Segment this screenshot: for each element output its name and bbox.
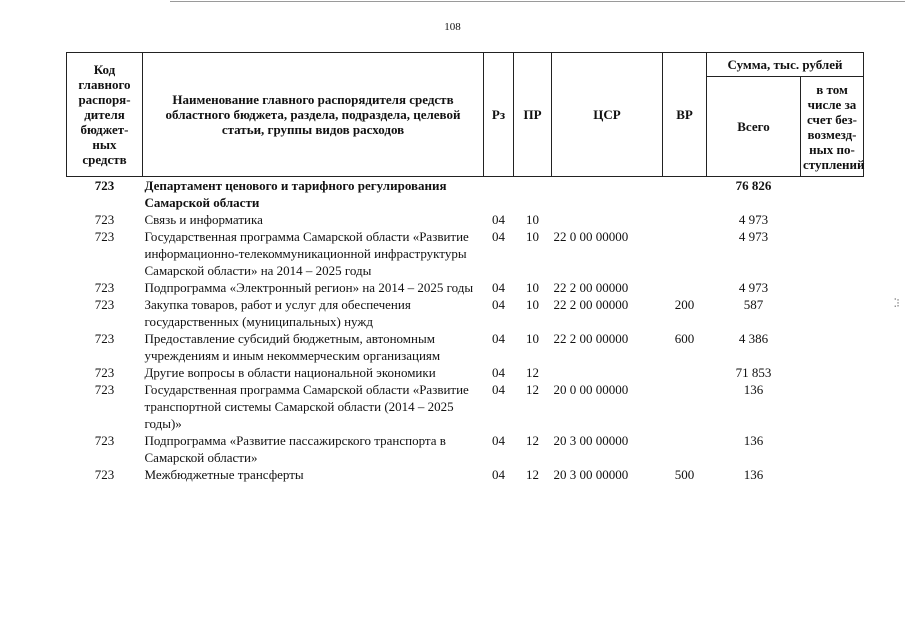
- cell-incl: [801, 432, 864, 466]
- cell-pr: 10: [526, 331, 539, 346]
- cell-rz: 04: [492, 433, 505, 448]
- table-row: [67, 211, 864, 228]
- cell-csr: 20 3 00 00000: [553, 433, 629, 448]
- cell-vr: [663, 211, 707, 228]
- table-row: [67, 330, 864, 364]
- cell-csr: [552, 364, 663, 381]
- cell-pr: 12: [526, 365, 539, 380]
- cell-total: 4 973: [738, 280, 769, 295]
- cell-csr: [552, 211, 663, 228]
- table-row: [67, 296, 864, 330]
- cell-total: 587: [743, 297, 764, 312]
- cell-rz: [484, 177, 514, 212]
- cell-total: 136: [743, 467, 764, 482]
- cell-name: Предоставление субсидий бюджетным, автономным учреждениям и иным некоммерческим организациям: [144, 331, 441, 363]
- cell-vr: 500: [674, 467, 695, 482]
- cell-code: 723: [94, 382, 115, 397]
- cell-pr: 12: [526, 433, 539, 448]
- cell-total: 4 973: [738, 229, 769, 244]
- cell-vr: [663, 228, 707, 279]
- header-name: Наименование главного распорядителя средств областного бюджета, раздела, подраздела, целевой статьи, группы видов расходов: [143, 53, 484, 177]
- cell-incl: [801, 279, 864, 296]
- cell-name: Подпрограмма «Электронный регион» на 2014 – 2025 годы: [144, 280, 474, 295]
- cell-csr: 22 0 00 00000: [553, 229, 629, 244]
- cell-total: 136: [743, 433, 764, 448]
- cell-name: Закупка товаров, работ и услуг для обеспечения государственных (муниципальных) нужд: [144, 297, 411, 329]
- cell-code: 723: [94, 212, 115, 227]
- cell-rz: 04: [492, 280, 505, 295]
- cell-csr: 22 2 00 00000: [553, 280, 629, 295]
- cell-rz: 04: [492, 331, 505, 346]
- budget-table: [66, 52, 864, 483]
- cell-pr: 10: [526, 297, 539, 312]
- cell-total: 76 826: [735, 178, 772, 193]
- table-row: [67, 228, 864, 279]
- table-row: [67, 279, 864, 296]
- table-header: [67, 53, 864, 177]
- cell-pr: 12: [526, 382, 539, 397]
- header-rz: Рз: [484, 53, 514, 177]
- cell-code: 723: [94, 297, 115, 312]
- cell-vr: 200: [674, 297, 695, 312]
- cell-vr: [663, 381, 707, 432]
- cell-csr: 20 0 00 00000: [553, 382, 629, 397]
- cell-vr: [663, 432, 707, 466]
- cell-pr: 10: [526, 229, 539, 244]
- cell-rz: 04: [492, 467, 505, 482]
- cell-total: 136: [743, 382, 764, 397]
- table-row: [67, 381, 864, 432]
- table-row: [67, 364, 864, 381]
- scan-edge-line: [170, 1, 905, 2]
- table-body: [67, 177, 864, 484]
- cell-incl: [801, 381, 864, 432]
- cell-name: Департамент ценового и тарифного регулирования Самарской области: [144, 178, 447, 210]
- cell-pr: 10: [526, 280, 539, 295]
- cell-incl: [801, 330, 864, 364]
- header-vr: ВР: [663, 53, 707, 177]
- page-number: 108: [444, 21, 461, 33]
- cell-vr: [663, 364, 707, 381]
- cell-code: 723: [94, 331, 115, 346]
- header-csr: ЦСР: [552, 53, 663, 177]
- cell-name: Связь и информатика: [144, 212, 263, 227]
- cell-vr: [663, 177, 707, 212]
- cell-code: 723: [94, 229, 115, 244]
- header-incl: в том числе за счет без- возмезд- ных по- ступлений: [801, 77, 864, 177]
- header-total: Всего: [707, 77, 801, 177]
- cell-name: Государственная программа Самарской области «Развитие информационно-телекоммуникационной инфраструктуры Самарской области» на 2014 – 2025 годы: [144, 229, 469, 278]
- cell-rz: 04: [492, 382, 505, 397]
- cell-csr: 22 2 00 00000: [553, 297, 629, 312]
- cell-code: 723: [94, 433, 115, 448]
- cell-rz: 04: [492, 297, 505, 312]
- cell-rz: 04: [492, 212, 505, 227]
- header-pr: ПР: [514, 53, 552, 177]
- cell-incl: [801, 466, 864, 483]
- table-row: [67, 466, 864, 483]
- cell-csr: 20 3 00 00000: [553, 467, 629, 482]
- cell-pr: 12: [526, 467, 539, 482]
- table-row: [67, 432, 864, 466]
- cell-rz: 04: [492, 229, 505, 244]
- cell-code: 723: [94, 467, 115, 482]
- department-row: [67, 177, 864, 212]
- cell-name: Другие вопросы в области национальной экономики: [144, 365, 436, 380]
- cell-incl: [801, 177, 864, 212]
- cell-pr: 10: [526, 212, 539, 227]
- cell-rz: 04: [492, 365, 505, 380]
- cell-name: Государственная программа Самарской области «Развитие транспортной системы Самарской области (2014 – 2025 годы)»: [144, 382, 469, 431]
- cell-vr: [663, 279, 707, 296]
- cell-pr: [514, 177, 552, 212]
- cell-total: 71 853: [735, 365, 772, 380]
- cell-csr: [552, 177, 663, 212]
- cell-vr: 600: [674, 331, 695, 346]
- cell-csr: 22 2 00 00000: [553, 331, 629, 346]
- cell-code: 723: [94, 178, 115, 193]
- cell-incl: [801, 364, 864, 381]
- cell-total: 4 386: [738, 331, 769, 346]
- cell-incl: [801, 211, 864, 228]
- header-code: Код главного распоря- дителя бюджет- ных средств: [67, 53, 143, 177]
- cell-total: 4 973: [738, 212, 769, 227]
- cell-incl: [801, 228, 864, 279]
- cell-code: 723: [94, 365, 115, 380]
- cell-name: Подпрограмма «Развитие пассажирского транспорта в Самарской области»: [144, 433, 446, 465]
- cell-incl: [801, 296, 864, 330]
- cell-name: Межбюджетные трансферты: [144, 467, 304, 482]
- cell-code: 723: [94, 280, 115, 295]
- margin-mark: ⁚⁝: [893, 296, 899, 310]
- header-sum: Сумма, тыс. рублей: [707, 53, 864, 77]
